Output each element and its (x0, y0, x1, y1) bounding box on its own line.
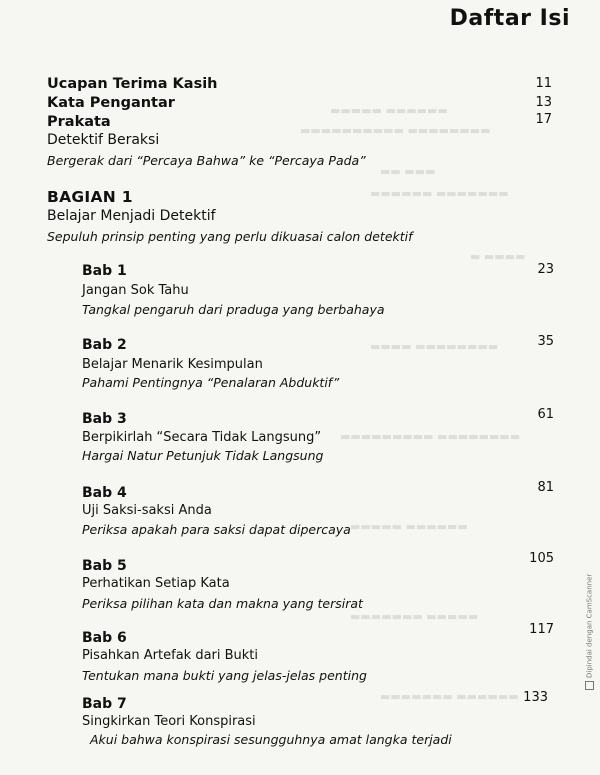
part-subtitle: Sepuluh prinsip penting yang perlu dikuasai calon detektif (47, 229, 413, 244)
bleed-through: ▬▬▬▬▬▬▬▬ ▬▬▬▬▬▬▬▬▬ (340, 430, 521, 443)
chapter-title: Perhatikan Setiap Kata (82, 576, 230, 591)
intro-title: Detektif Beraksi (47, 132, 160, 148)
chapter-heading: Bab 7 (82, 696, 127, 712)
part-title: Belajar Menjadi Detektif (47, 208, 216, 224)
scanner-label: Dipindai dengan CamScanner (585, 573, 594, 678)
chapter-page: 61 (537, 407, 554, 422)
toc-front-item-page: 13 (535, 95, 552, 110)
chapter-page: 35 (537, 334, 554, 349)
chapter-page: 117 (529, 622, 554, 637)
page-title: Daftar Isi (449, 6, 570, 31)
chapter-subtitle: Tangkal pengaruh dari praduga yang berbahaya (82, 302, 385, 317)
chapter-subtitle: Akui bahwa konspirasi sesungguhnya amat langka terjadi (90, 732, 452, 747)
chapter-subtitle: Pahami Pentingnya “Penalaran Abduktif” (82, 375, 340, 390)
part-label: BAGIAN 1 (47, 188, 133, 206)
chapter-page: 133 (523, 690, 548, 705)
bleed-through: ▬▬▬▬▬▬▬▬ ▬▬▬▬ (370, 340, 499, 353)
chapter-title: Pisahkan Artefak dari Bukti (82, 648, 259, 663)
chapter-page: 105 (529, 551, 554, 566)
bleed-through: ▬▬▬▬▬▬ ▬▬▬▬▬ (330, 104, 448, 117)
chapter-heading: Bab 4 (82, 485, 127, 501)
chapter-heading: Bab 5 (82, 558, 127, 574)
toc-front-item-page: 17 (535, 112, 552, 127)
chapter-heading: Bab 2 (82, 337, 127, 353)
intro-subtitle: Bergerak dari “Percaya Bahwa” ke “Percaya Pada” (47, 153, 366, 168)
bleed-through: ▬▬▬▬▬ ▬▬▬▬▬▬▬ (350, 610, 479, 623)
chapter-heading: Bab 1 (82, 263, 127, 279)
scanner-watermark (585, 574, 594, 690)
chapter-title: Uji Saksi-saksi Anda (82, 503, 212, 518)
toc-front-item-label: Ucapan Terima Kasih (47, 76, 218, 92)
bleed-through: ▬▬▬▬▬▬▬ ▬▬▬▬▬▬ (370, 187, 509, 200)
chapter-subtitle: Hargai Natur Petunjuk Tidak Langsung (82, 448, 324, 463)
chapter-subtitle: Periksa pilihan kata dan makna yang tersirat (82, 596, 363, 611)
chapter-title: Singkirkan Teori Konspirasi (82, 714, 256, 729)
camscanner-icon (585, 681, 594, 690)
chapter-heading: Bab 6 (82, 630, 127, 646)
chapter-subtitle: Periksa apakah para saksi dapat dipercaya (82, 522, 351, 537)
toc-front-item-label: Kata Pengantar (47, 95, 175, 111)
chapter-heading: Bab 3 (82, 411, 127, 427)
toc-front-item-label: Prakata (47, 114, 111, 130)
chapter-title: Belajar Menarik Kesimpulan (82, 357, 263, 372)
bleed-through: ▬▬▬▬▬▬ ▬▬▬▬▬▬▬ (380, 690, 519, 703)
chapter-title: Jangan Sok Tahu (82, 283, 189, 298)
chapter-subtitle: Tentukan mana bukti yang jelas-jelas penting (82, 668, 367, 683)
toc-front-item-page: 11 (535, 76, 552, 91)
bleed-through: ▬▬▬ ▬▬ (380, 165, 436, 178)
bleed-through: ▬▬▬▬▬▬ ▬▬▬▬▬ (350, 520, 468, 533)
chapter-title: Berpikirlah “Secara Tidak Langsung” (82, 430, 322, 445)
chapter-page: 81 (537, 480, 554, 495)
bleed-through: ▬▬▬▬▬▬▬▬ ▬▬▬▬▬▬▬▬▬▬ (300, 124, 491, 137)
chapter-page: 23 (537, 262, 554, 277)
bleed-through: ▬▬▬▬ ▬ (470, 250, 526, 263)
